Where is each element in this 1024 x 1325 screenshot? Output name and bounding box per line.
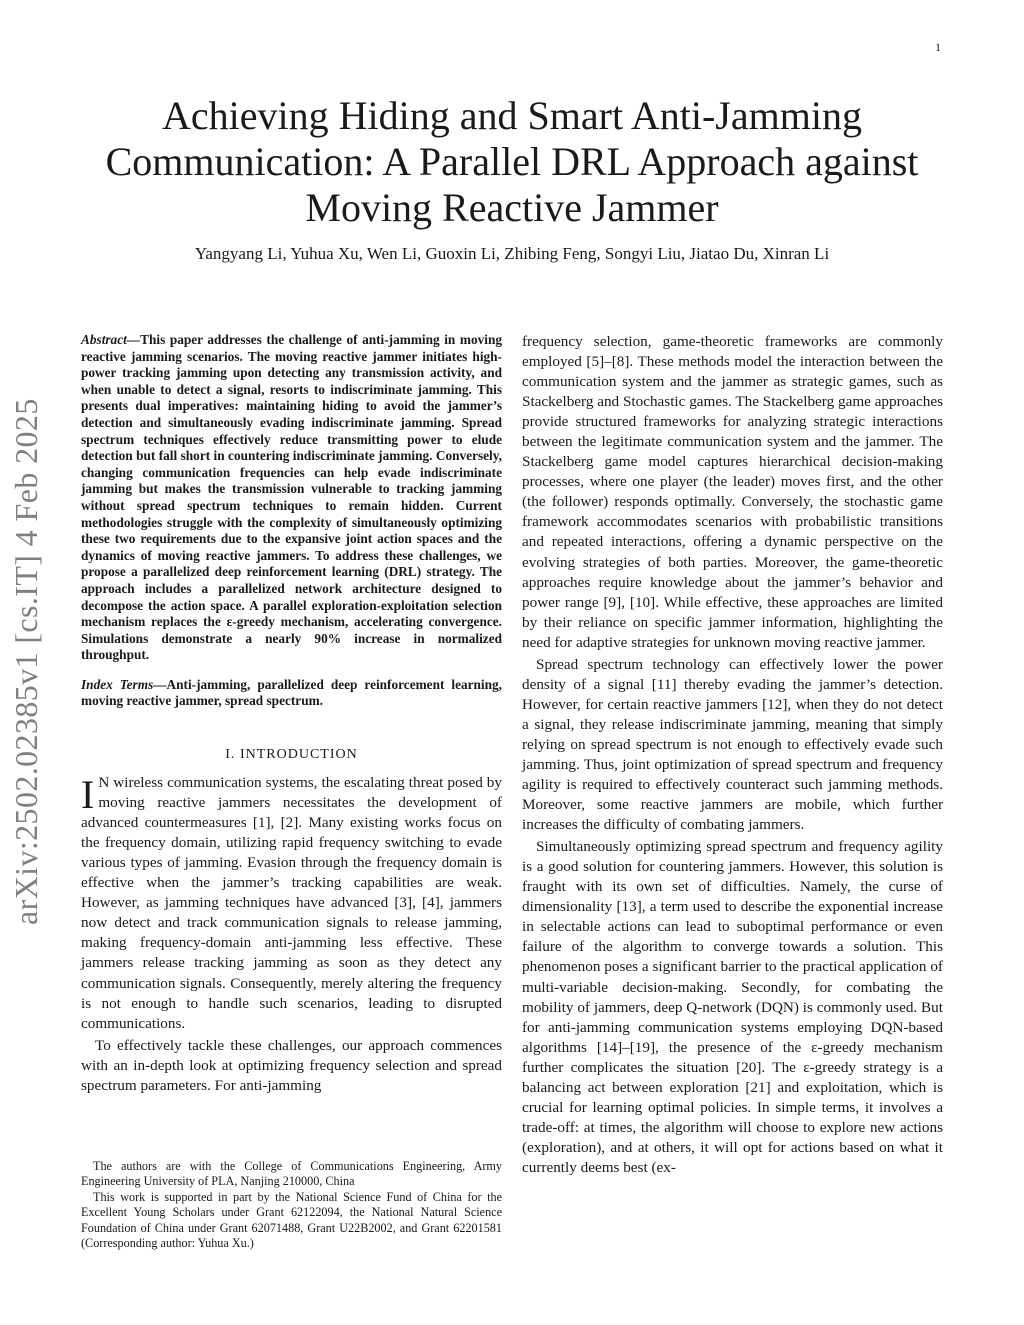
footnote-affiliation: The authors are with the College of Communications Engineering, Army Engineering University of PLA, Nanjing 210000, China [81, 1159, 502, 1189]
section-cap: I [239, 747, 246, 763]
intro-paragraph-2-continued: frequency selection, game-theoretic frameworks are commonly employed [5]–[8]. These methods model the interaction between the communication system and the jammer as strategic games, such as Stackelberg and Stochastic games. The Stackelberg game approaches provide structured frameworks for analyzing strategic interactions between the legitimate communication system and the jammer. The Stackelberg game model captures hierarchical decision-making processes, where one player (the leader) moves first, and the other (the follower) responds optimally. Conversely, the stochastic game framework accommodates scenarios with probabilistic transitions and repeated interactions, offering a dynamic perspective on the evolving strategies of both parties. Moreover, the game-theoretic approaches require knowledge about the jammer’s behavior and power range [9], [10]. While effective, these approaches are limited by their reliance on specific jammer information, highlighting the need for adaptive strategies for unknown moving reactive jammer. [522, 333, 943, 651]
section-heading-introduction [81, 747, 502, 763]
index-terms-text: Anti-jamming, parallelized deep reinforcement learning, moving reactive jammer, spread spectrum. [81, 676, 502, 709]
section-rest: NTRODUCTION [245, 747, 358, 763]
index-terms-label: Index Terms— [81, 676, 167, 692]
intro-paragraph-1-text: N wireless communication systems, the escalating threat posed by moving reactive jammers necessitates the development of advanced countermeasures [1], [2]. Many existing works focus on the frequency domain, utilizing rapid frequency switching to evade various types of jamming. Evasion through the frequency domain is effective when the jammer’s tracking capabilities are weak. However, as jamming techniques have advanced [3], [4], jammers now detect and track communication signals to release jamming, making frequency-domain anti-jamming less effective. These jammers release tracking jamming as soon as they detect any communication signals. Consequently, merely altering the frequency is not enough to handle such scenarios, leading to disrupted communications. [81, 774, 502, 1032]
intro-paragraph-3: Spread spectrum technology can effectively lower the power density of a signal [11] thereby evading the jammer’s detection. However, for certain reactive jammers [12], when they do not detect a signal, they release indiscriminate jamming, meaning that simply relying on spread spectrum is not enough to effectively evade such jamming. Thus, joint optimization of spread spectrum and frequency agility is required to effectively counteract such jamming methods. Moreover, some reactive jammers are mobile, which further increases the difficulty of combating jammers. [522, 655, 943, 834]
title-line: Achieving Hiding and Smart Anti-Jamming [162, 93, 862, 138]
left-column [81, 332, 502, 1096]
abstract-text: This paper addresses the challenge of anti-jamming in moving reactive jamming scenarios. The moving reactive jammer initiates high-power tracking jamming upon detecting any transmission activity, and when unable to detect a signal, resorts to indiscriminate jamming. This presents dual imperatives: maintaining hiding to avoid the jammer’s detection and simultaneously evading indiscriminate jamming. Spread spectrum techniques effectively reduce transmitting power to elude detection but fall short in countering indiscriminate jamming. Conversely, changing communication frequencies can help evade indiscriminate jamming but makes the transmission vulnerable to tracking jamming without spread spectrum techniques to remain hidden. Current methodologies struggle with the complexity of simultaneously optimizing these two requirements due to the expansive joint action spaces and the dynamics of moving reactive jammers. To address these challenges, we propose a parallelized deep reinforcement learning (DRL) strategy. The approach includes a parallelized network architecture designed to decompose the action space. A parallel exploration-exploitation selection mechanism replaces the ε-greedy mechanism, accelerating convergence. Simulations demonstrate a nearly 90% increase in normalized throughput. [81, 332, 502, 663]
intro-paragraph-1 [81, 773, 502, 1034]
title-line: Moving Reactive Jammer [305, 185, 719, 230]
abstract [81, 332, 502, 664]
right-column [522, 332, 943, 1178]
intro-paragraph-4: Simultaneously optimizing spread spectrum and frequency agility is a good solution for countering jammers. However, this solution is fraught with its own set of difficulties. Namely, the curse of dimensionality [13], a term used to describe the exponential increase in selectable actions can lead to suboptimal performance or even failure of the algorithm to converge towards a solution. This phenomenon poses a significant barrier to the practical application of multi-variable decision-making. Secondly, for combating the mobility of jammers, deep Q-network (DQN) is commonly used. But for anti-jamming communication systems employing DQN-based algorithms [14]–[19], the presence of the ε-greedy mechanism further complicates the situation [20]. The ε-greedy strategy is a balancing act between exploration [21] and exploitation, which is crucial for learning optimal policies. In simple terms, it involves a trade-off: at times, the algorithm will choose to explore new actions (exploration), and at others, it will opt for actions based on what it currently deems best (ex- [522, 838, 943, 1176]
intro-paragraph-2: To effectively tackle these challenges, our approach commences with an in-depth look at optimizing frequency selection and spread spectrum parameters. For anti-jamming [81, 1036, 502, 1094]
arxiv-stamp: arXiv:2502.02385v1 [cs.IT] 4 Feb 2025 [8, 398, 44, 925]
index-terms [81, 677, 502, 710]
page-number: 1 [935, 40, 941, 54]
footnotes [81, 1159, 502, 1251]
abstract-label: Abstract— [81, 332, 141, 347]
author-list: Yangyang Li, Yuhua Xu, Wen Li, Guoxin Li, Zhibing Feng, Songyi Liu, Jiatao Du, Xinran Li [194, 244, 830, 263]
title-line: Communication: A Parallel DRL Approach against [105, 139, 919, 184]
drop-cap: I [81, 772, 95, 818]
footnote-funding: This work is supported in part by the National Science Fund of China for the Excellent Young Scholars under Grant 62122094, the National Natural Science Foundation of China under Grant 62071488, Grant U22B2002, and Grant 62201581 (Corresponding author: Yuhua Xu.) [81, 1189, 502, 1251]
paper-title [80, 93, 944, 231]
section-numeral: I. [225, 747, 240, 763]
